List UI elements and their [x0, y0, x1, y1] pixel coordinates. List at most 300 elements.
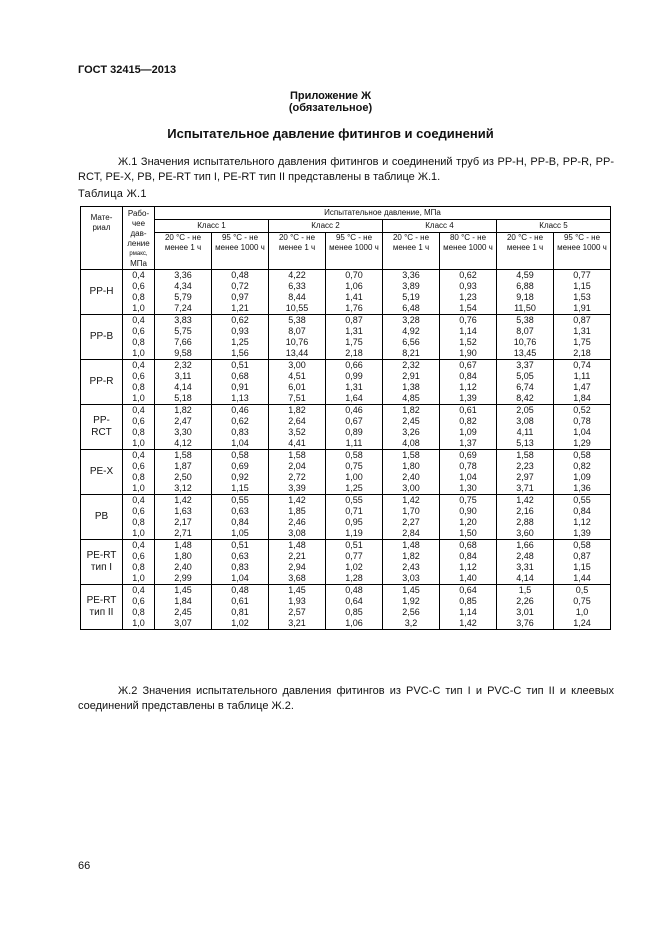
- table-row: [81, 270, 611, 315]
- test-pressure-value: 0,5: [575, 585, 589, 595]
- table-row: [81, 540, 611, 585]
- test-pressure-value: 2,43: [402, 562, 420, 572]
- test-pressure-value: 5,13: [516, 438, 534, 448]
- material-cell: PB: [81, 495, 123, 540]
- test-pressure-value: 2,45: [174, 607, 192, 617]
- test-pressure-cell: [269, 585, 326, 630]
- test-pressure-value: 0,99: [345, 371, 363, 381]
- test-pressure-value: 1,29: [573, 438, 591, 448]
- test-pressure-value: 0,68: [231, 371, 249, 381]
- test-pressure-value: 1,20: [459, 517, 477, 527]
- test-condition: 20 °С - не менее 1 ч: [383, 233, 440, 270]
- test-pressure-value: 1,21: [231, 303, 249, 313]
- test-pressure-value: 0,75: [573, 596, 591, 606]
- working-pressure-cell: [123, 540, 155, 585]
- test-pressure-value: 3,08: [288, 528, 306, 538]
- test-pressure-value: 3,39: [288, 483, 306, 493]
- test-pressure-value: 4,85: [402, 393, 420, 403]
- test-pressure-value: 1,58: [516, 450, 534, 460]
- test-pressure-value: 0,93: [231, 326, 249, 336]
- test-pressure-value: 2,64: [288, 416, 306, 426]
- test-pressure-value: 8,07: [516, 326, 534, 336]
- test-pressure-value: 0,84: [459, 551, 477, 561]
- test-pressure-value: 1,42: [174, 495, 192, 505]
- test-pressure-value: 0,62: [231, 315, 249, 325]
- test-pressure-value: 2,27: [402, 517, 420, 527]
- test-pressure-value: 1,02: [345, 562, 363, 572]
- table-row: [81, 495, 611, 540]
- test-pressure-value: 1,14: [459, 607, 477, 617]
- test-pressure-value: 0,48: [231, 270, 249, 280]
- test-pressure-value: 2,48: [516, 551, 534, 561]
- test-pressure-value: 1,42: [459, 618, 477, 628]
- test-pressure-value: 1,0: [575, 607, 589, 617]
- test-condition: 20 °С - не менее 1 ч: [155, 233, 212, 270]
- test-condition: 95 °С - не менее 1000 ч: [212, 233, 269, 270]
- test-pressure-value: 7,66: [174, 337, 192, 347]
- test-pressure-value: 0,83: [231, 427, 249, 437]
- test-pressure-value: 1,23: [459, 292, 477, 302]
- test-pressure-value: 4,51: [288, 371, 306, 381]
- section-title: Испытательное давление фитингов и соединений: [167, 126, 494, 141]
- working-pressure-value: 0,8: [132, 337, 145, 347]
- test-pressure-value: 1,92: [402, 596, 420, 606]
- test-pressure-value: 1,70: [402, 506, 420, 516]
- test-pressure-cell: [497, 315, 554, 360]
- test-pressure-value: 3,36: [174, 270, 192, 280]
- working-pressure-value: 0,8: [132, 427, 145, 437]
- test-pressure-value: 1,45: [402, 585, 420, 595]
- test-pressure-cell: [440, 315, 497, 360]
- table-row: [81, 405, 611, 450]
- working-pressure-value: 1,0: [132, 618, 145, 628]
- class-header: Класс 4: [383, 220, 497, 233]
- test-pressure-value: 2,45: [402, 416, 420, 426]
- table-caption: Таблица Ж.1: [78, 188, 147, 200]
- test-pressure-cell: [383, 315, 440, 360]
- test-pressure-value: 1,50: [459, 528, 477, 538]
- test-pressure-value: 3,08: [516, 416, 534, 426]
- test-pressure-value: 6,48: [402, 303, 420, 313]
- test-pressure-cell: [269, 495, 326, 540]
- test-pressure-value: 3,52: [288, 427, 306, 437]
- test-pressure-value: 1,06: [345, 618, 363, 628]
- test-condition: 20 °С - не менее 1 ч: [497, 233, 554, 270]
- test-pressure-cell: [269, 405, 326, 450]
- test-pressure-cell: [269, 315, 326, 360]
- working-pressure-value: 0,6: [132, 596, 145, 606]
- test-pressure-value: 1,42: [402, 495, 420, 505]
- test-pressure-value: 0,55: [345, 495, 363, 505]
- test-pressure-value: 0,61: [459, 405, 477, 415]
- test-pressure-value: 2,17: [174, 517, 192, 527]
- paragraph-zh2: Ж.2 Значения испытательного давления фитингов из PVC-C тип I и PVC-C тип II и клеевых соединений представлены в таблице Ж.2.: [78, 685, 614, 712]
- test-pressure-value: 1,85: [288, 506, 306, 516]
- test-pressure-value: 1,04: [573, 427, 591, 437]
- working-pressure-value: 1,0: [132, 393, 145, 403]
- test-pressure-value: 0,76: [459, 315, 477, 325]
- test-pressure-cell: [554, 585, 611, 630]
- test-pressure-value: 0,83: [231, 562, 249, 572]
- test-pressure-value: 4,14: [174, 382, 192, 392]
- working-pressure-value: 0,4: [132, 270, 145, 280]
- test-pressure-value: 1,75: [345, 337, 363, 347]
- test-pressure-cell: [554, 405, 611, 450]
- test-pressure-cell: [269, 450, 326, 495]
- material-cell: PP-RCT: [81, 405, 123, 450]
- test-pressure-value: 3,71: [516, 483, 534, 493]
- test-pressure-cell: [326, 270, 383, 315]
- paragraph-zh1: Ж.1 Значения испытательного давления фитингов и соединений труб из PP-H, PP-B, PP-R, PP-RCT, PE-X, PB, PE-RT тип I, PE-RT тип II представлены в таблице Ж.1.: [78, 156, 614, 183]
- test-pressure-value: 3,31: [516, 562, 534, 572]
- working-pressure-value: 1,0: [132, 483, 145, 493]
- test-pressure-cell: [326, 585, 383, 630]
- test-pressure-value: 1,12: [459, 562, 477, 572]
- test-pressure-value: 0,63: [231, 551, 249, 561]
- test-pressure-cell: [554, 450, 611, 495]
- test-pressure-value: 1,12: [459, 382, 477, 392]
- test-pressure-value: 13,44: [285, 348, 309, 358]
- test-pressure-cell: [155, 315, 212, 360]
- test-pressure-value: 1,45: [174, 585, 192, 595]
- working-pressure-value: 0,6: [132, 461, 145, 471]
- working-pressure-cell: [123, 450, 155, 495]
- test-pressure-value: 1,37: [459, 438, 477, 448]
- working-pressure-value: 0,6: [132, 371, 145, 381]
- test-pressure-value: 2,32: [402, 360, 420, 370]
- test-pressure-value: 1,05: [231, 528, 249, 538]
- test-pressure-value: 2,91: [402, 371, 420, 381]
- test-pressure-value: 1,53: [573, 292, 591, 302]
- test-pressure-cell: [383, 540, 440, 585]
- test-pressure-value: 0,77: [345, 551, 363, 561]
- test-pressure-value: 2,97: [516, 472, 534, 482]
- class-header: Класс 2: [269, 220, 383, 233]
- test-pressure-value: 0,68: [459, 540, 477, 550]
- test-pressure-cell: [212, 360, 269, 405]
- test-pressure-value: 0,46: [345, 405, 363, 415]
- test-pressure-cell: [269, 270, 326, 315]
- test-pressure-value: 1,52: [459, 337, 477, 347]
- test-pressure-table: [80, 206, 611, 630]
- test-pressure-value: 1,41: [345, 292, 363, 302]
- test-condition: 20 °С - не менее 1 ч: [269, 233, 326, 270]
- test-pressure-value: 1,58: [174, 450, 192, 460]
- working-pressure-value: 0,4: [132, 585, 145, 595]
- test-pressure-value: 3,12: [174, 483, 192, 493]
- test-pressure-value: 1,58: [288, 450, 306, 460]
- working-pressure-value: 0,8: [132, 517, 145, 527]
- test-pressure-value: 0,84: [573, 506, 591, 516]
- test-pressure-cell: [497, 405, 554, 450]
- test-pressure-value: 2,16: [516, 506, 534, 516]
- test-pressure-header: Испытательное давление, МПа: [155, 207, 611, 220]
- test-pressure-cell: [497, 585, 554, 630]
- test-pressure-value: 3,03: [402, 573, 420, 583]
- test-pressure-value: 2,88: [516, 517, 534, 527]
- test-pressure-value: 4,08: [402, 438, 420, 448]
- test-pressure-value: 4,14: [516, 573, 534, 583]
- test-pressure-value: 1,90: [459, 348, 477, 358]
- test-pressure-value: 3,76: [516, 618, 534, 628]
- test-pressure-value: 1,13: [231, 393, 249, 403]
- test-pressure-cell: [155, 585, 212, 630]
- test-pressure-value: 0,51: [231, 540, 249, 550]
- working-pressure-value: 0,8: [132, 472, 145, 482]
- test-pressure-value: 0,46: [231, 405, 249, 415]
- test-pressure-value: 10,76: [513, 337, 537, 347]
- test-pressure-value: 0,84: [459, 371, 477, 381]
- test-pressure-value: 0,55: [573, 495, 591, 505]
- test-pressure-value: 2,50: [174, 472, 192, 482]
- test-pressure-cell: [440, 585, 497, 630]
- test-pressure-value: 1,28: [345, 573, 363, 583]
- test-pressure-value: 1,39: [459, 393, 477, 403]
- test-pressure-value: 0,74: [573, 360, 591, 370]
- test-pressure-cell: [155, 360, 212, 405]
- working-pressure-value: 1,0: [132, 573, 145, 583]
- material-cell: PE-RT тип I: [81, 540, 123, 585]
- test-pressure-cell: [269, 540, 326, 585]
- test-pressure-value: 0,84: [231, 517, 249, 527]
- working-pressure-value: 0,6: [132, 326, 145, 336]
- test-pressure-value: 1,64: [345, 393, 363, 403]
- table-row: [81, 360, 611, 405]
- test-pressure-cell: [383, 270, 440, 315]
- working-pressure-value: 0,4: [132, 360, 145, 370]
- test-pressure-value: 2,46: [288, 517, 306, 527]
- test-pressure-value: 2,56: [402, 607, 420, 617]
- test-pressure-value: 0,89: [345, 427, 363, 437]
- test-pressure-value: 3,36: [402, 270, 420, 280]
- test-pressure-value: 1,04: [459, 472, 477, 482]
- test-pressure-value: 1,40: [459, 573, 477, 583]
- working-pressure-value: 0,6: [132, 551, 145, 561]
- working-pressure-cell: [123, 360, 155, 405]
- test-pressure-value: 2,99: [174, 573, 192, 583]
- test-pressure-value: 0,48: [345, 585, 363, 595]
- test-condition: 80 °С - не менее 1000 ч: [440, 233, 497, 270]
- test-pressure-value: 3,30: [174, 427, 192, 437]
- test-pressure-value: 1,84: [174, 596, 192, 606]
- test-pressure-value: 2,32: [174, 360, 192, 370]
- test-pressure-value: 1,00: [345, 472, 363, 482]
- test-pressure-value: 2,18: [573, 348, 591, 358]
- test-pressure-value: 1,93: [288, 596, 306, 606]
- working-pressure-cell: [123, 495, 155, 540]
- test-pressure-value: 0,70: [345, 270, 363, 280]
- test-pressure-value: 0,78: [459, 461, 477, 471]
- test-pressure-value: 0,55: [231, 495, 249, 505]
- test-pressure-cell: [497, 495, 554, 540]
- test-pressure-value: 1,47: [573, 382, 591, 392]
- test-pressure-value: 1,58: [402, 450, 420, 460]
- test-pressure-value: 0,62: [459, 270, 477, 280]
- test-pressure-value: 1,31: [345, 326, 363, 336]
- working-pressure-value: 0,4: [132, 450, 145, 460]
- test-pressure-cell: [326, 540, 383, 585]
- test-pressure-value: 0,51: [345, 540, 363, 550]
- test-pressure-value: 2,04: [288, 461, 306, 471]
- test-pressure-value: 1,15: [231, 483, 249, 493]
- test-pressure-value: 0,61: [231, 596, 249, 606]
- test-pressure-value: 2,94: [288, 562, 306, 572]
- test-pressure-value: 2,84: [402, 528, 420, 538]
- working-pressure-value: 0,4: [132, 495, 145, 505]
- test-pressure-value: 5,38: [516, 315, 534, 325]
- test-pressure-value: 0,90: [459, 506, 477, 516]
- test-pressure-value: 1,87: [174, 461, 192, 471]
- test-pressure-value: 1,82: [402, 551, 420, 561]
- test-pressure-value: 6,01: [288, 382, 306, 392]
- test-pressure-value: 1,80: [402, 461, 420, 471]
- test-pressure-value: 9,58: [174, 348, 192, 358]
- test-pressure-value: 8,07: [288, 326, 306, 336]
- working-pressure-value: 0,4: [132, 315, 145, 325]
- test-pressure-value: 3,00: [288, 360, 306, 370]
- test-pressure-value: 1,12: [573, 517, 591, 527]
- test-pressure-value: 0,87: [573, 315, 591, 325]
- test-pressure-cell: [497, 270, 554, 315]
- test-pressure-cell: [326, 450, 383, 495]
- test-pressure-value: 5,38: [288, 315, 306, 325]
- working-pressure-cell: [123, 270, 155, 315]
- working-pressure-value: 0,8: [132, 292, 145, 302]
- test-pressure-value: 1,38: [402, 382, 420, 392]
- test-pressure-value: 1,63: [174, 506, 192, 516]
- test-pressure-value: 8,44: [288, 292, 306, 302]
- test-pressure-value: 1,39: [573, 528, 591, 538]
- test-pressure-value: 0,58: [345, 450, 363, 460]
- test-pressure-value: 4,34: [174, 281, 192, 291]
- test-pressure-value: 1,14: [459, 326, 477, 336]
- test-pressure-value: 1,5: [518, 585, 532, 595]
- page-number: 66: [78, 860, 91, 872]
- test-pressure-value: 5,79: [174, 292, 192, 302]
- test-pressure-value: 2,57: [288, 607, 306, 617]
- test-pressure-value: 2,40: [402, 472, 420, 482]
- test-pressure-value: 4,92: [402, 326, 420, 336]
- test-pressure-value: 0,69: [231, 461, 249, 471]
- test-pressure-value: 3,01: [516, 607, 534, 617]
- test-pressure-value: 1,11: [573, 371, 591, 381]
- test-pressure-value: 0,62: [231, 416, 249, 426]
- test-pressure-cell: [383, 405, 440, 450]
- test-pressure-value: 1,75: [573, 337, 591, 347]
- test-pressure-value: 0,82: [573, 461, 591, 471]
- test-pressure-value: 6,56: [402, 337, 420, 347]
- test-pressure-cell: [554, 360, 611, 405]
- test-pressure-value: 0,71: [345, 506, 363, 516]
- test-pressure-value: 0,64: [459, 585, 477, 595]
- working-pressure-value: 1,0: [132, 348, 145, 358]
- test-pressure-cell: [212, 315, 269, 360]
- test-pressure-value: 1,82: [174, 405, 192, 415]
- test-pressure-value: 5,05: [516, 371, 534, 381]
- test-pressure-value: 0,85: [459, 596, 477, 606]
- test-pressure-cell: [440, 450, 497, 495]
- test-pressure-value: 0,91: [231, 382, 249, 392]
- working-pressure-cell: [123, 405, 155, 450]
- test-pressure-value: 3,83: [174, 315, 192, 325]
- test-condition: 95 °С - не менее 1000 ч: [326, 233, 383, 270]
- material-cell: PP-B: [81, 315, 123, 360]
- test-pressure-value: 0,63: [231, 506, 249, 516]
- test-pressure-value: 8,42: [516, 393, 534, 403]
- test-pressure-cell: [212, 450, 269, 495]
- test-pressure-cell: [554, 315, 611, 360]
- test-pressure-value: 9,18: [516, 292, 534, 302]
- test-pressure-value: 7,24: [174, 303, 192, 313]
- test-pressure-value: 8,21: [402, 348, 420, 358]
- working-pressure-cell: [123, 315, 155, 360]
- test-pressure-value: 1,09: [459, 427, 477, 437]
- annex-status: (обязательное): [288, 102, 373, 114]
- test-pressure-cell: [497, 540, 554, 585]
- test-pressure-value: 1,56: [231, 348, 249, 358]
- working-pressure-value: 0,4: [132, 405, 145, 415]
- material-header: Мате-риал: [81, 207, 123, 270]
- material-cell: PP-H: [81, 270, 123, 315]
- test-pressure-value: 2,72: [288, 472, 306, 482]
- test-pressure-cell: [212, 495, 269, 540]
- test-pressure-value: 0,67: [459, 360, 477, 370]
- test-pressure-cell: [212, 270, 269, 315]
- test-pressure-value: 6,74: [516, 382, 534, 392]
- working-pressure-unit: МПа: [130, 259, 147, 268]
- test-pressure-cell: [269, 360, 326, 405]
- test-pressure-value: 0,87: [345, 315, 363, 325]
- test-pressure-value: 0,92: [231, 472, 249, 482]
- table-row: [81, 315, 611, 360]
- table-row: [81, 585, 611, 630]
- test-pressure-cell: [383, 585, 440, 630]
- test-pressure-value: 5,19: [402, 292, 420, 302]
- test-pressure-value: 1,80: [174, 551, 192, 561]
- test-pressure-cell: [497, 450, 554, 495]
- test-condition: 95 °С - не менее 1000 ч: [554, 233, 611, 270]
- test-pressure-value: 1,42: [288, 495, 306, 505]
- test-pressure-value: 2,21: [288, 551, 306, 561]
- test-pressure-cell: [554, 495, 611, 540]
- test-pressure-value: 1,42: [516, 495, 534, 505]
- test-pressure-cell: [326, 405, 383, 450]
- test-pressure-value: 0,81: [231, 607, 249, 617]
- test-pressure-value: 11,50: [514, 303, 536, 313]
- test-pressure-cell: [326, 315, 383, 360]
- material-cell: PE-RT тип II: [81, 585, 123, 630]
- test-pressure-cell: [497, 360, 554, 405]
- working-pressure-value: 0,8: [132, 562, 145, 572]
- test-pressure-value: 3,26: [402, 427, 420, 437]
- test-pressure-value: 1,15: [573, 281, 591, 291]
- working-pressure-value: 1,0: [132, 303, 145, 313]
- test-pressure-value: 1,04: [231, 573, 249, 583]
- test-pressure-value: 1,82: [288, 405, 306, 415]
- test-pressure-value: 1,48: [402, 540, 420, 550]
- test-pressure-value: 0,58: [573, 540, 591, 550]
- test-pressure-value: 0,66: [345, 360, 363, 370]
- test-pressure-cell: [383, 360, 440, 405]
- test-pressure-value: 0,58: [231, 450, 249, 460]
- test-pressure-value: 3,07: [174, 618, 192, 628]
- test-pressure-value: 0,48: [231, 585, 249, 595]
- working-pressure-cell: [123, 585, 155, 630]
- working-pressure-value: 0,8: [132, 607, 145, 617]
- test-pressure-value: 3,68: [288, 573, 306, 583]
- test-pressure-value: 13,45: [513, 348, 537, 358]
- test-pressure-value: 1,19: [345, 528, 363, 538]
